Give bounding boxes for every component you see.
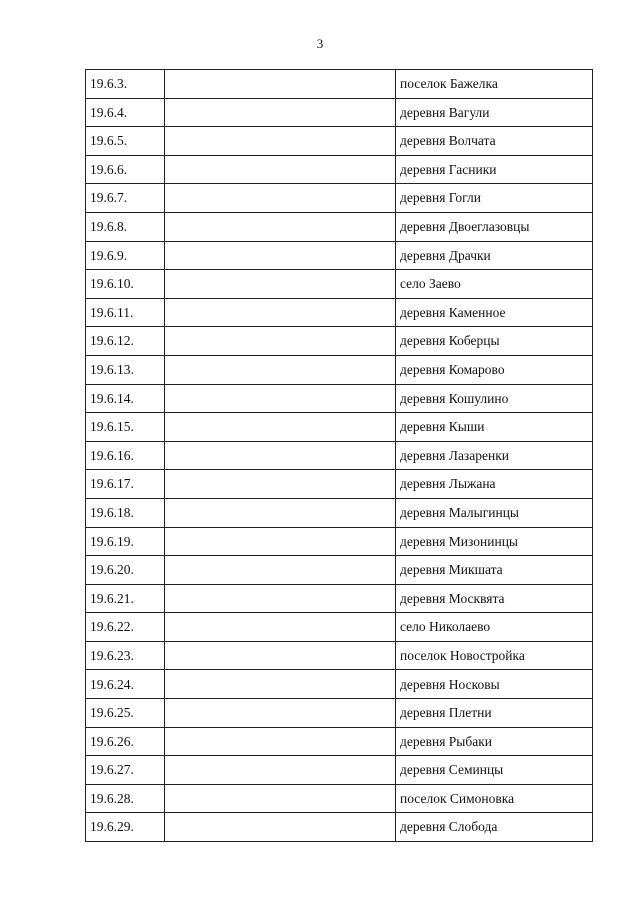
settlement-name-cell: деревня Волчата: [396, 127, 593, 156]
row-empty-cell: [165, 441, 396, 470]
row-empty-cell: [165, 784, 396, 813]
row-empty-cell: [165, 298, 396, 327]
row-number-cell: 19.6.12.: [86, 327, 165, 356]
row-number-cell: 19.6.24.: [86, 670, 165, 699]
row-number-cell: 19.6.11.: [86, 298, 165, 327]
settlement-name-cell: деревня Коберцы: [396, 327, 593, 356]
row-number-cell: 19.6.17.: [86, 470, 165, 499]
settlement-name-cell: деревня Мизонинцы: [396, 527, 593, 556]
table-row: [86, 470, 593, 499]
row-empty-cell: [165, 527, 396, 556]
row-number-cell: 19.6.29.: [86, 813, 165, 842]
row-empty-cell: [165, 813, 396, 842]
row-number-cell: 19.6.4.: [86, 98, 165, 127]
row-empty-cell: [165, 413, 396, 442]
settlement-name-cell: деревня Кошулино: [396, 384, 593, 413]
row-number-cell: 19.6.18.: [86, 498, 165, 527]
settlement-name-cell: деревня Двоеглазовцы: [396, 212, 593, 241]
row-number-cell: 19.6.14.: [86, 384, 165, 413]
row-number-cell: 19.6.3.: [86, 70, 165, 99]
row-number-cell: 19.6.26.: [86, 727, 165, 756]
settlement-name-cell: деревня Носковы: [396, 670, 593, 699]
settlement-name-cell: поселок Симоновка: [396, 784, 593, 813]
settlement-name-cell: деревня Кыши: [396, 413, 593, 442]
table-row: [86, 527, 593, 556]
table-row: [86, 498, 593, 527]
settlement-name-cell: деревня Гасники: [396, 155, 593, 184]
row-empty-cell: [165, 212, 396, 241]
table-row: [86, 327, 593, 356]
settlement-name-cell: деревня Лазаренки: [396, 441, 593, 470]
row-number-cell: 19.6.13.: [86, 355, 165, 384]
settlement-name-cell: деревня Вагули: [396, 98, 593, 127]
row-number-cell: 19.6.6.: [86, 155, 165, 184]
table-row: [86, 155, 593, 184]
row-number-cell: 19.6.28.: [86, 784, 165, 813]
table-row: [86, 699, 593, 728]
settlement-name-cell: деревня Гогли: [396, 184, 593, 213]
table-row: [86, 641, 593, 670]
row-number-cell: 19.6.7.: [86, 184, 165, 213]
settlement-name-cell: деревня Москвята: [396, 584, 593, 613]
row-number-cell: 19.6.5.: [86, 127, 165, 156]
table-row: [86, 70, 593, 99]
settlement-name-cell: село Заево: [396, 270, 593, 299]
row-number-cell: 19.6.27.: [86, 756, 165, 785]
table-row: [86, 184, 593, 213]
row-number-cell: 19.6.9.: [86, 241, 165, 270]
settlement-name-cell: деревня Каменное: [396, 298, 593, 327]
table-row: [86, 613, 593, 642]
table-row: [86, 413, 593, 442]
row-number-cell: 19.6.22.: [86, 613, 165, 642]
settlement-name-cell: деревня Плетни: [396, 699, 593, 728]
settlements-table: [85, 69, 593, 842]
row-number-cell: 19.6.20.: [86, 556, 165, 585]
table-row: [86, 127, 593, 156]
row-empty-cell: [165, 98, 396, 127]
page-number: 3: [316, 36, 324, 51]
table-row: [86, 384, 593, 413]
row-empty-cell: [165, 584, 396, 613]
table-row: [86, 670, 593, 699]
settlement-name-cell: деревня Семинцы: [396, 756, 593, 785]
row-number-cell: 19.6.15.: [86, 413, 165, 442]
table-row: [86, 813, 593, 842]
settlement-name-cell: деревня Микшата: [396, 556, 593, 585]
table-row: [86, 784, 593, 813]
row-number-cell: 19.6.25.: [86, 699, 165, 728]
table-body: [86, 70, 593, 842]
row-empty-cell: [165, 184, 396, 213]
settlement-name-cell: деревня Слобода: [396, 813, 593, 842]
table-row: [86, 556, 593, 585]
row-empty-cell: [165, 498, 396, 527]
settlement-name-cell: деревня Лыжана: [396, 470, 593, 499]
row-empty-cell: [165, 384, 396, 413]
row-empty-cell: [165, 613, 396, 642]
settlement-name-cell: деревня Рыбаки: [396, 727, 593, 756]
row-empty-cell: [165, 556, 396, 585]
row-empty-cell: [165, 70, 396, 99]
row-empty-cell: [165, 699, 396, 728]
table-row: [86, 441, 593, 470]
settlement-name-cell: деревня Малыгинцы: [396, 498, 593, 527]
table-row: [86, 212, 593, 241]
table-row: [86, 98, 593, 127]
table-row: [86, 298, 593, 327]
row-number-cell: 19.6.10.: [86, 270, 165, 299]
table-row: [86, 241, 593, 270]
row-number-cell: 19.6.21.: [86, 584, 165, 613]
settlement-name-cell: деревня Комарово: [396, 355, 593, 384]
row-empty-cell: [165, 270, 396, 299]
row-empty-cell: [165, 327, 396, 356]
table-row: [86, 727, 593, 756]
row-number-cell: 19.6.19.: [86, 527, 165, 556]
settlement-name-cell: поселок Бажелка: [396, 70, 593, 99]
row-empty-cell: [165, 641, 396, 670]
row-empty-cell: [165, 127, 396, 156]
row-number-cell: 19.6.16.: [86, 441, 165, 470]
row-empty-cell: [165, 355, 396, 384]
row-empty-cell: [165, 241, 396, 270]
row-number-cell: 19.6.8.: [86, 212, 165, 241]
row-number-cell: 19.6.23.: [86, 641, 165, 670]
table-row: [86, 584, 593, 613]
row-empty-cell: [165, 727, 396, 756]
row-empty-cell: [165, 670, 396, 699]
settlement-name-cell: село Николаево: [396, 613, 593, 642]
table-row: [86, 756, 593, 785]
settlement-name-cell: поселок Новостройка: [396, 641, 593, 670]
settlement-name-cell: деревня Драчки: [396, 241, 593, 270]
table-row: [86, 270, 593, 299]
row-empty-cell: [165, 756, 396, 785]
row-empty-cell: [165, 470, 396, 499]
table-row: [86, 355, 593, 384]
row-empty-cell: [165, 155, 396, 184]
